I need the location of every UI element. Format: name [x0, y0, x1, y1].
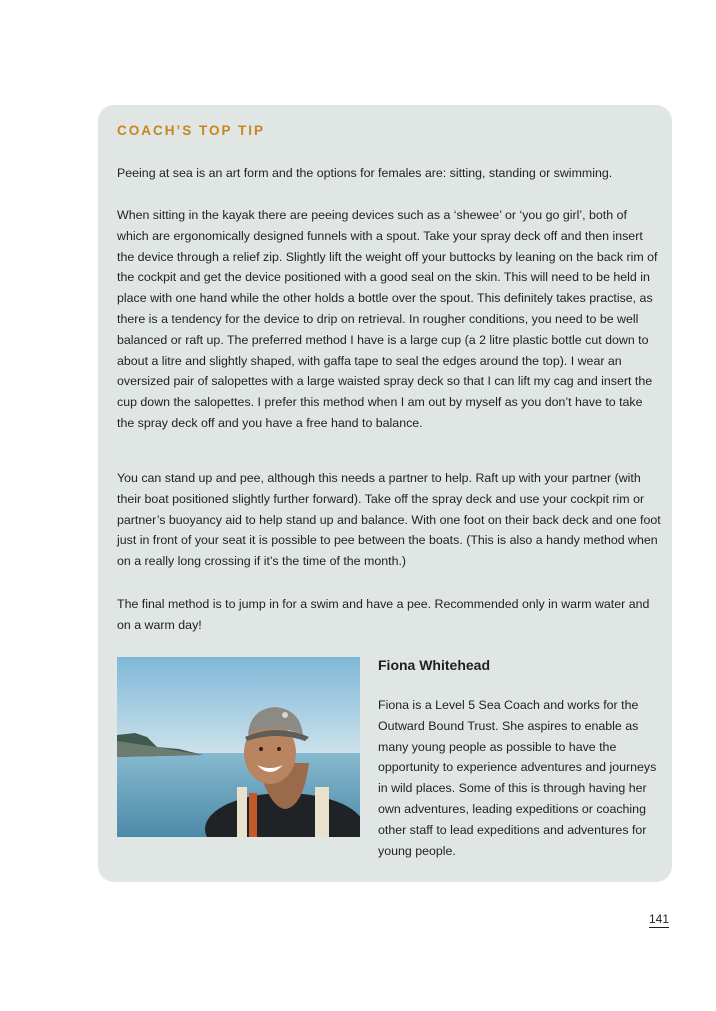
page-number: 141 [649, 912, 670, 926]
tip-paragraph-intro: Peeing at sea is an art form and the options for females are: sitting, standing or swimming. [117, 166, 613, 180]
tip-paragraph-sitting: When sitting in the kayak there are peeing devices such as a ‘shewee’ or ‘you go girl’, both of which are ergonomically designed funnels with a spout. Take your spray deck off and then insert the device through a relief zip. Slightly lift the weight off your buttocks by leaning on the back rim of the cockpit and get the device positioned with a good seal on the skin. This will need to be held in place with one hand while the other holds a bottle over the spout. This definitely takes practise, as there is a tendency for the device to drip on retrieval. In rougher conditions, you need to be well balanced or raft up. The preferred method I have is a large cup (a 2 litre plastic bottle cut down to about a litre and slightly shaped, with gaffa tape to seal the edges around the top). I wear an oversized pair of salopettes with a large waisted spray deck so that I can lift my cag and insert the cup down the salopettes. I prefer this method when I am out by myself as you don’t have to take the spray deck off and you have a free hand to balance. [117, 208, 658, 430]
tip-paragraph-swimming: The final method is to jump in for a swim and have a pee. Recommended only in warm water and on a warm day! [117, 597, 650, 632]
bio-name: Fiona Whitehead [378, 657, 490, 673]
coach-portrait-photo [117, 657, 360, 837]
tip-paragraph-standing: You can stand up and pee, although this needs a partner to help. Raft up with your partner (with their boat positioned slightly further forward). Take off the spray deck and use your cockpit rim or partner’s buoyancy aid to help stand up and balance. With one foot on their back deck and one foot just in front of your seat it is possible to pee between the boats. (This is also a handy method when on a really long crossing if it’s the time of the month.) [117, 471, 661, 569]
bio-text: Fiona is a Level 5 Sea Coach and works for the Outward Bound Trust. She aspires to enable as many young people as possible to have the opportunity to experience adventures and journeys in wild places. Some of this is through having her own adventures, leading expeditions or coaching other staff to lead expeditions and adventures for young people. [378, 698, 657, 858]
tip-heading: COACH’S TOP TIP [117, 123, 266, 138]
